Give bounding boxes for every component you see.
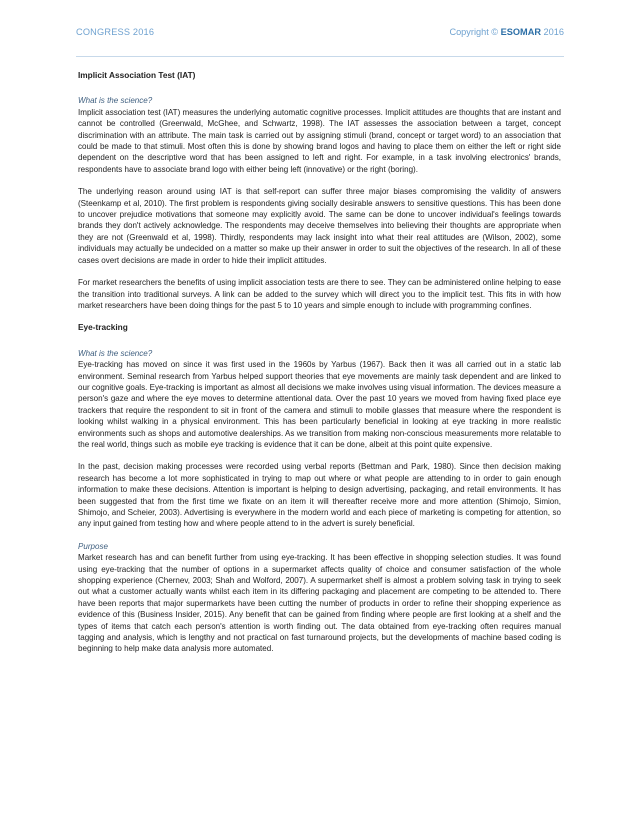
- section-title-eye-tracking: Eye-tracking: [78, 322, 128, 333]
- brand-name: ESOMAR: [500, 27, 541, 37]
- congress-label: CONGRESS 2016: [76, 27, 155, 37]
- paragraph: The underlying reason around using IAT is that self-report can suffer three major biases compromising the validity of answers (Steenkamp et al, 2010). The first problem is respondents giving socially desirable answers to sensitive questions. This has been done to uncover prejudice motivations that someone may explicitly avoid. The same can be done to uncover individual's feelings towards brands they don't actively acknowledge. The respondents may deceive themselves into believing their thoughts are appropriate when they are not (Greenwald et al, 1998). Thirdly, respondents may lack insight into what their real attitudes are (Wilson, 2002), some individuals may actually be undecided on a matter so make up their answer in order to suit the objectives of the research. In all of these cases overt decisions are made in order to hide their implicit attitudes.: [78, 187, 561, 265]
- page-header: [76, 27, 564, 41]
- copyright-notice: [449, 27, 564, 37]
- purpose-heading: Purpose: [78, 541, 108, 551]
- copyright-year: 2016: [543, 27, 564, 37]
- paragraph: Market research has and can benefit further from using eye-tracking. It has been effective in shopping selection studies. It was found using eye-tracking that the number of options in a supermarket affects quality of choice and consumer satisfaction of the whole shopping experience (Chernev, 2003; Shah and Wolford, 2007). A supermarket shelf is almost a problem solving task in trying to seek out what a customer actually wants whilst each item in its differing packaging and placement are competing to be attended to. There have been reports that major supermarkets have been cutting the number of products in order to refine their shopping experience as evidence of this (Business Insider, 2015). Any benefit that can be gained from finding where people are first looking at a shelf and the types of items that catch each person's attention is worth finding out. The data obtained from eye-tracking often requires manual tagging and analysis, which is lengthy and not practical on fast turnaround projects, but the developments of machine based coding is beginning to help make data analysis more automated.: [78, 553, 561, 654]
- paragraph: For market researchers the benefits of using implicit association tests are there to see. They can be administered online helping to ease the transition into traditional surveys. A link can be added to the survey which will direct you to the implicit test. This fits in with how market researchers have been doing things for the past 5 to 10 years and simple enough to include with programming confines.: [78, 278, 561, 310]
- section-subtitle-iat: What is the science?: [78, 96, 153, 106]
- section-subtitle-eye-tracking: What is the science?: [78, 348, 153, 358]
- paragraph: In the past, decision making processes were recorded using verbal reports (Bettman and Park, 1980). Since then decision making research has become a lot more sophisticated in trying to map out where or what people are attending to in order to gain enough information to make these decisions. Attention is important is helping to design advertising, packaging, and retail environments. It has been suggested that from the first time we fixate on an item it will thereafter receive more and more attention (Shimojo, Simion, Shimojo, and Scheier, 2003). Advertising is everywhere in the modern world and each piece of marketing is competing for attention, so any input gained from testing how and where people attend to in the advert is surely beneficial.: [78, 462, 561, 529]
- paragraph: Implicit association test (IAT) measures the underlying automatic cognitive processes. Implicit attitudes are thoughts that are instant and cannot be controlled (Greenwald, McGhee, and Schwartz, 1998). The IAT assesses the association between a target, concept discrimination with an attribute. The main task is carried out by assigning stimuli (brand, concept or target word) to an association that could be made to that stimuli. Most often this is done by showing brand logos and having to place them on either the left or right side dependent on the descriptive word that has been assigned to left and right. For example, in a task involving electronics' brands, respondents have to associate brand logo with either being left (innovative) or the right (boring).: [78, 107, 561, 174]
- paragraph: Eye-tracking has moved on since it was first used in the 1960s by Yarbus (1967). Back then it was all carried out in a static lab environment. Seminal research from Yarbus helped support theories that eye movements are mainly task dependent and are linked to our cognitive goals. Eye-tracking is important as almost all decisions we make involves using visual information. The devices measure a person's gaze and where the eye moves to determine attentional data. Over the past 10 years we moved from having fixed place eye trackers that require the respondent to sit in front of the camera and stimuli to mobile glasses that measure where the respondent is looking whilst walking in a physical environment. This has been particularly beneficial in looking at eye tracking in more realistic environments such as shops and automotive dealerships. As we transition from making non-conscious measurements more relatable to the real world, things such as mobile eye tracking is evidence that it can be done, albeit at this point quite expensive.: [78, 360, 561, 449]
- section-title-iat: Implicit Association Test (IAT): [78, 70, 196, 80]
- header-divider: [76, 56, 564, 57]
- copyright-text: Copyright ©: [449, 27, 499, 37]
- article-body: [78, 70, 561, 666]
